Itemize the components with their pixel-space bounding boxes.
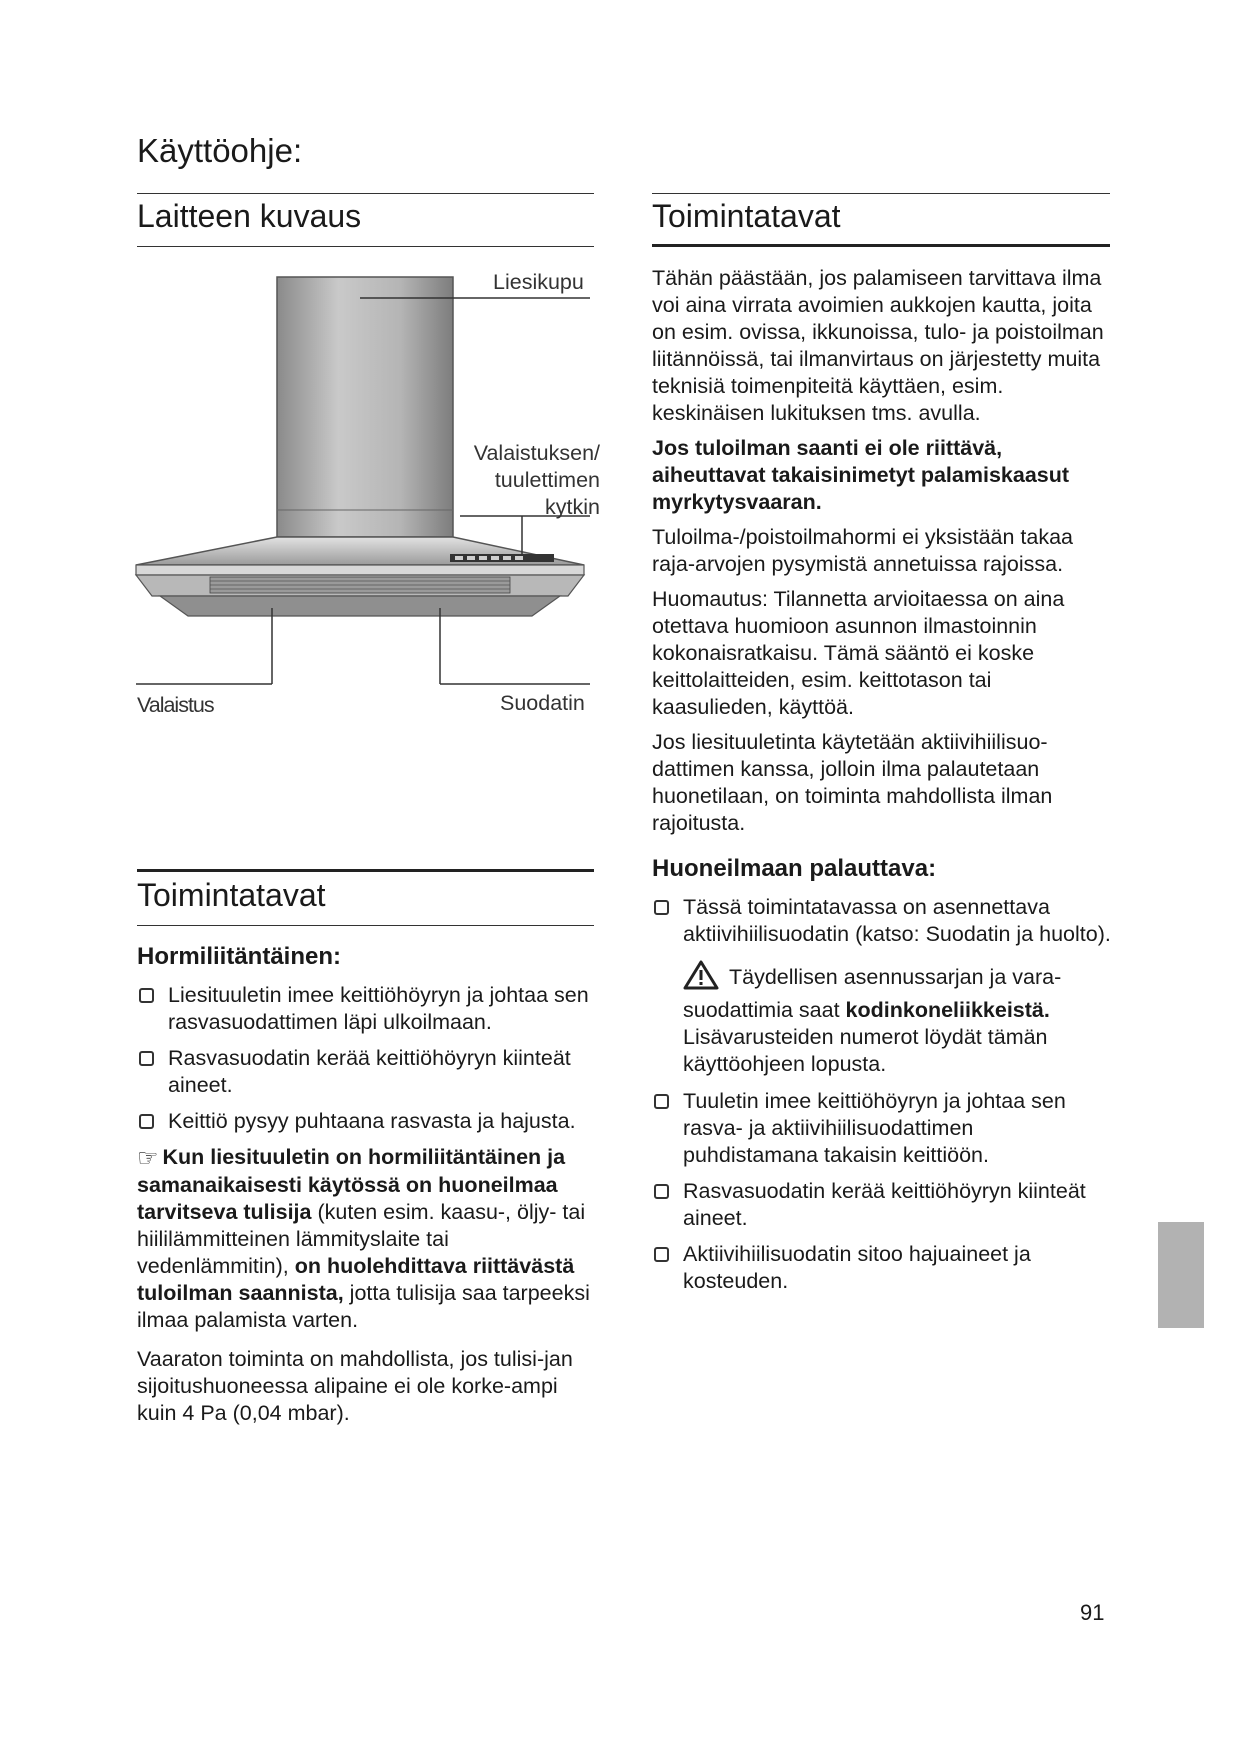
warning-paragraph: Jos tuloilman saanti ei ole riittävä, aiheuttavat takaisinimetyt palamiskaasut myrkytysvaaran. xyxy=(652,436,1070,514)
pointing-hand-icon: ☞ xyxy=(137,1145,159,1172)
safe-operation-paragraph: Vaaraton toiminta on mahdollista, jos tulisi-jan sijoitushuoneessa alipaine ei ole korke-ampi kuin 4 Pa (0,04 mbar). xyxy=(137,1347,573,1425)
modes-section-title: Toimintatavat xyxy=(137,877,326,913)
divider xyxy=(652,193,1110,194)
divider xyxy=(137,246,594,247)
recirculation-bullet-list xyxy=(652,894,1112,948)
recirculation-subheading: Huoneilmaan palauttava: xyxy=(652,855,937,882)
warning-triangle-icon xyxy=(683,960,719,997)
list-item: Liesituuletin imee keittiöhöyryn ja johtaa sen rasvasuodattimen läpi ulkoilmaan. xyxy=(137,982,597,1036)
paragraph: Tähän päästään, jos palamiseen tarvittava ilma voi aina virrata avoimien aukkojen kautta, joita on esim. ovissa, ikkunoissa, tulo- ja poistoilman liitännöissä, tai ilmanvirtaus on järjestetty muita teknisiä toimenpiteitä käyttäen, esim. keskinäisen lukituksen tms. avulla. xyxy=(652,266,1104,425)
checkbox-square-icon xyxy=(654,900,669,915)
right-section-title: Toimintatavat xyxy=(652,198,841,234)
label-switch: Valaistuksen/ tuulettimen kytkin xyxy=(473,441,600,519)
divider xyxy=(137,925,594,926)
divider xyxy=(652,244,1110,247)
label-lighting: Valaistus xyxy=(137,693,214,717)
checkbox-square-icon xyxy=(654,1247,669,1262)
label-filter: Suodatin xyxy=(500,691,585,715)
ducted-mode-block xyxy=(137,943,597,1435)
checkbox-square-icon xyxy=(139,1051,154,1066)
ducted-subheading: Hormiliitäntäinen: xyxy=(137,943,342,970)
right-column-text xyxy=(652,265,1112,1304)
list-item: Keittiö pysyy puhtaana rasvasta ja hajusta. xyxy=(137,1108,597,1135)
paragraph: Huomautus: Tilannetta arvioitaessa on aina otettava huomioon asunnon ilmastoinnin kokonaisratkaisu. Tämä sääntö ei koske keittolaitteiden, esim. keittotason tai kaasulieden, käyttöä. xyxy=(652,587,1065,719)
accessory-warning: Täydellisen asennussarjan ja vara-suodattimia saat kodinkoneliikkeistä. Lisävarusteiden numerot löydät tämän käyttöohjeen lopusta. xyxy=(652,960,1112,1078)
device-section-title: Laitteen kuvaus xyxy=(137,198,362,234)
divider xyxy=(137,193,594,194)
list-item: Rasvasuodatin kerää keittiöhöyryn kiinteät aineet. xyxy=(137,1045,597,1099)
checkbox-square-icon xyxy=(654,1184,669,1199)
paragraph: Tuloilma-/poistoilmahormi ei yksistään takaa raja-arvojen pysymistä annetuissa rajoissa. xyxy=(652,525,1074,576)
checkbox-square-icon xyxy=(139,1114,154,1129)
recirculation-bullet-list-2 xyxy=(652,1088,1112,1295)
section-tab-marker xyxy=(1158,1222,1204,1328)
label-chimney: Liesikupu xyxy=(493,270,584,294)
list-item: Tässä toimintatavassa on asennettava aktiivihiilisuodatin (katso: Suodatin ja huolto). xyxy=(652,894,1112,948)
page-number: 91 xyxy=(1080,1600,1105,1625)
list-item: Rasvasuodatin kerää keittiöhöyryn kiinteät aineet. xyxy=(652,1178,1112,1232)
checkbox-square-icon xyxy=(654,1094,669,1109)
document-title: Käyttöohje: xyxy=(137,132,303,169)
control-panel-shape xyxy=(450,554,554,562)
checkbox-square-icon xyxy=(139,988,154,1003)
ducted-bullet-list xyxy=(137,982,597,1135)
paragraph: Jos liesituuletinta käytetään aktiivihiilisuo-dattimen kanssa, jolloin ilma palautetaan huonetilaan, on toiminta mahdollista ilman rajoitusta. xyxy=(652,730,1053,835)
list-item: Tuuletin imee keittiöhöyryn ja johtaa sen rasva- ja aktiivihiilisuodattimen puhdistamana takaisin keittiöön. xyxy=(652,1088,1112,1169)
ducted-note: ☞ Kun liesituuletin on hormiliitäntäinen ja samanaikaisesti käytössä on huoneilmaa tarvitseva tulisija (kuten esim. kaasu-, öljy- tai hiililämmitteinen lämmityslaite tai vedenlämmitin), on huolehdittava riittävästä tuloilman saannista, jotta tulisija saa tarpeeksi ilmaa palamista varten. xyxy=(137,1145,590,1332)
list-item: Aktiivihiilisuodatin sitoo hajuaineet ja kosteuden. xyxy=(652,1241,1112,1295)
divider xyxy=(137,869,594,872)
